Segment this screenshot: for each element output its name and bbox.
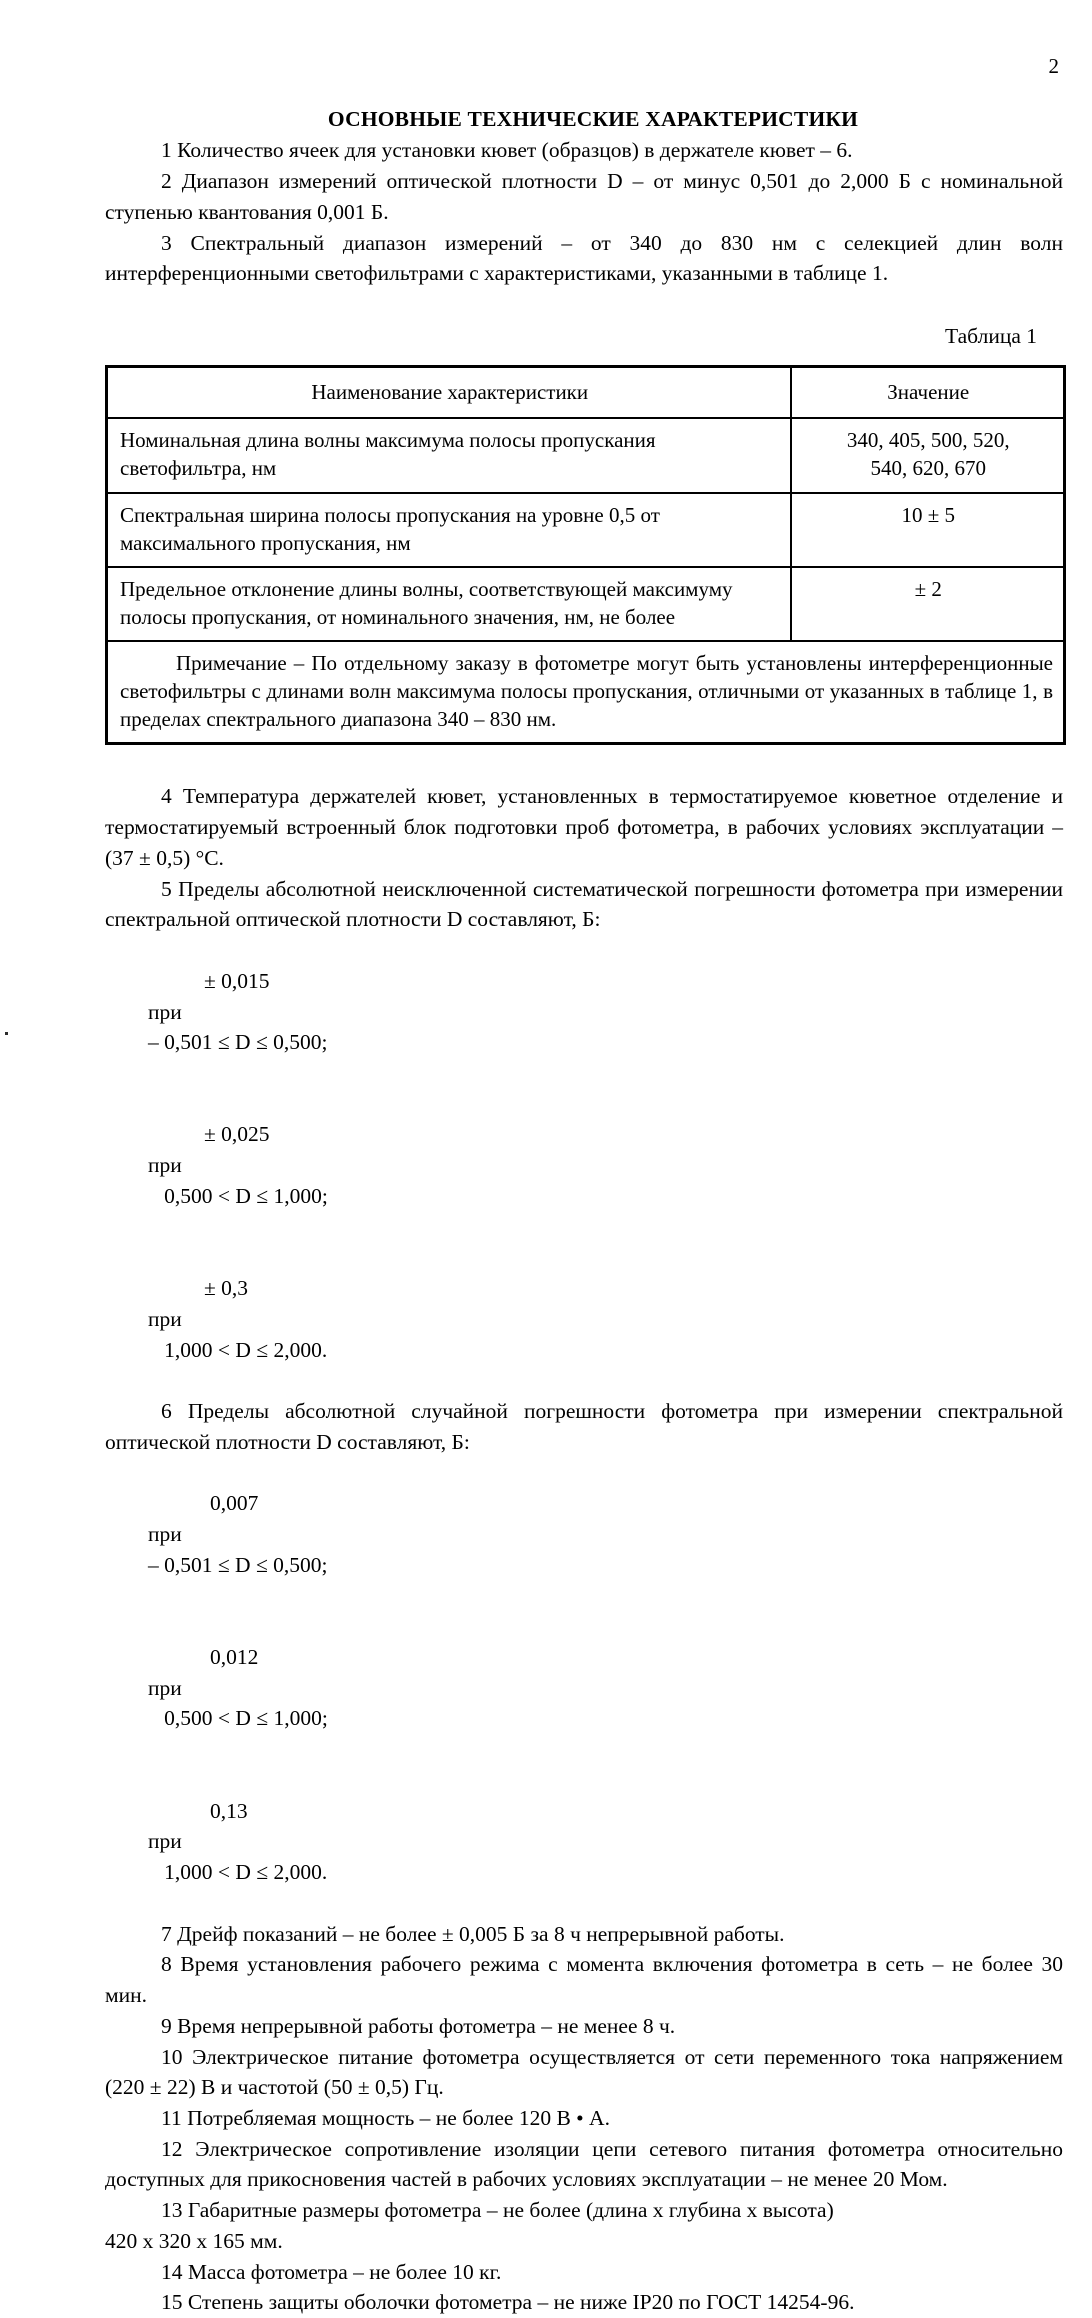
conjunction: при — [148, 1153, 182, 1178]
paragraph-13 — [105, 2195, 1063, 2256]
paragraph-2: 2 Диапазон измерений оптической плотности D – от минус 0,501 до 2,000 Б с номинальной ступенью квантования 0,001 Б. — [105, 169, 1063, 224]
spacer — [105, 745, 1063, 781]
error-value: ± 0,025 — [204, 1122, 270, 1147]
column-header-name: Наименование характеристики — [107, 367, 791, 419]
paragraph-7: 7 Дрейф показаний – не более ± 0,005 Б за 8 ч непрерывной работы. — [161, 1921, 785, 1946]
error-condition: 1,000 < D ≤ 2,000. — [148, 1337, 328, 1362]
value-line-1: ± 2 — [914, 576, 942, 601]
table-row — [107, 567, 1065, 641]
paragraph-8: 8 Время установления рабочего режима с момента включения фотометра в сеть – не более 30 мин. — [105, 1952, 1063, 2008]
error-value: 0,007 — [210, 1491, 259, 1516]
list-item — [105, 1765, 1063, 1919]
conjunction: при — [148, 1306, 182, 1331]
error-value: 0,012 — [210, 1644, 259, 1669]
column-header-value: Значение — [791, 367, 1065, 419]
paragraph-5: 5 Пределы абсолютной неисключенной систематической погрешности фотометра при измерении спектральной оптической плотности D составляют, Б: — [105, 876, 1063, 932]
paragraph-6: 6 Пределы абсолютной случайной погрешности фотометра при измерении спектральной оптической плотности D составляют, Б: — [105, 1399, 1063, 1454]
random-error-list — [105, 1458, 1063, 1919]
scan-artifact-dot — [5, 1032, 8, 1035]
paragraph-11: 11 Потребляемая мощность – не более 120 В • А. — [161, 2105, 610, 2130]
paragraph-1: 1 Количество ячеек для установки кювет (образцов) в держателе кювет – 6. — [161, 138, 853, 163]
paragraph-9: 9 Время непрерывной работы фотометра – не менее 8 ч. — [161, 2013, 676, 2038]
spacer — [105, 289, 1063, 321]
table-header-row — [107, 367, 1065, 419]
systematic-error-list — [105, 935, 1063, 1396]
table-note: Примечание – По отдельному заказу в фотометре могут быть установлены интерференционные светофильтры с длинами волн максимума полосы пропускания, отличными от указанных в таблице 1, в пределах спектрального диапазона 340 – 830 нм. — [107, 641, 1065, 744]
list-item — [105, 935, 1063, 1089]
spacer — [105, 351, 1063, 365]
conjunction: при — [148, 1829, 182, 1854]
conjunction: при — [148, 1522, 182, 1547]
paragraph-12: 12 Электрическое сопротивление изоляции цепи сетевого питания фотометра относительно доступных для прикосновения частей в рабочих условиях эксплуатации – не менее 20 Мом. — [105, 2136, 1063, 2192]
error-value: 0,13 — [210, 1798, 248, 1823]
conjunction: при — [148, 1675, 182, 1700]
table-row — [107, 493, 1065, 567]
error-condition: 1,000 < D ≤ 2,000. — [148, 1860, 328, 1885]
table-row — [107, 418, 1065, 492]
page-title: ОСНОВНЫЕ ТЕХНИЧЕСКИЕ ХАРАКТЕРИСТИКИ — [327, 107, 859, 131]
cell-characteristic-value — [791, 418, 1065, 492]
cell-characteristic-name: Номинальная длина волны максимума полосы пропускания светофильтра, нм — [107, 418, 791, 492]
paragraph-13-line-1: 13 Габаритные размеры фотометра – не более (длина x глубина x высота) — [161, 2198, 834, 2223]
error-condition: – 0,501 ≤ D ≤ 0,500; — [148, 1030, 328, 1055]
paragraph-15: 15 Степень защиты оболочки фотометра – не ниже IP20 по ГОСТ 14254-96. — [161, 2290, 855, 2315]
cell-characteristic-name: Предельное отклонение длины волны, соответствующей максимуму полосы пропускания, от номинального значения, нм, не более — [107, 567, 791, 641]
cell-characteristic-value — [791, 493, 1065, 567]
value-line-1: 10 ± 5 — [901, 502, 956, 527]
error-condition: – 0,501 ≤ D ≤ 0,500; — [148, 1552, 328, 1577]
paragraph-3: 3 Спектральный диапазон измерений – от 340 до 830 нм с селекцией длин волн интерференционными светофильтрами с характеристиками, указанными в таблице 1. — [105, 230, 1063, 286]
error-value: ± 0,3 — [204, 1276, 249, 1301]
paragraph-13-line-2: 420 x 320 x 165 мм. — [105, 2228, 283, 2253]
list-item — [105, 1458, 1063, 1612]
specifications-table — [105, 365, 1066, 745]
list-item — [105, 1611, 1063, 1765]
error-value: ± 0,015 — [204, 968, 270, 993]
value-line-2: 540, 620, 670 — [870, 456, 986, 481]
conjunction: при — [148, 999, 182, 1024]
paragraph-10: 10 Электрическое питание фотометра осуществляется от сети переменного тока напряжением (220 ± 22) В и частотой (50 ± 0,5) Гц. — [105, 2044, 1063, 2100]
paragraph-14: 14 Масса фотометра – не более 10 кг. — [161, 2259, 502, 2284]
table-note-row — [107, 641, 1065, 744]
cell-characteristic-value — [791, 567, 1065, 641]
list-item — [105, 1242, 1063, 1396]
page-content — [105, 105, 1063, 2318]
paragraph-4: 4 Температура держателей кювет, установленных в термостатируемое кюветное отделение и термостатируемый встроенный блок подготовки проб фотометра, в рабочих условиях эксплуатации – (37 ± 0,5) °С. — [105, 784, 1063, 870]
error-condition: 0,500 < D ≤ 1,000; — [148, 1183, 328, 1208]
cell-characteristic-name: Спектральная ширина полосы пропускания на уровне 0,5 от максимального пропускания, нм — [107, 493, 791, 567]
list-item — [105, 1089, 1063, 1243]
page-number: 2 — [1048, 54, 1059, 78]
error-condition: 0,500 < D ≤ 1,000; — [148, 1706, 328, 1731]
table-caption: Таблица 1 — [945, 324, 1037, 349]
value-line-1: 340, 405, 500, 520, — [846, 428, 1010, 453]
